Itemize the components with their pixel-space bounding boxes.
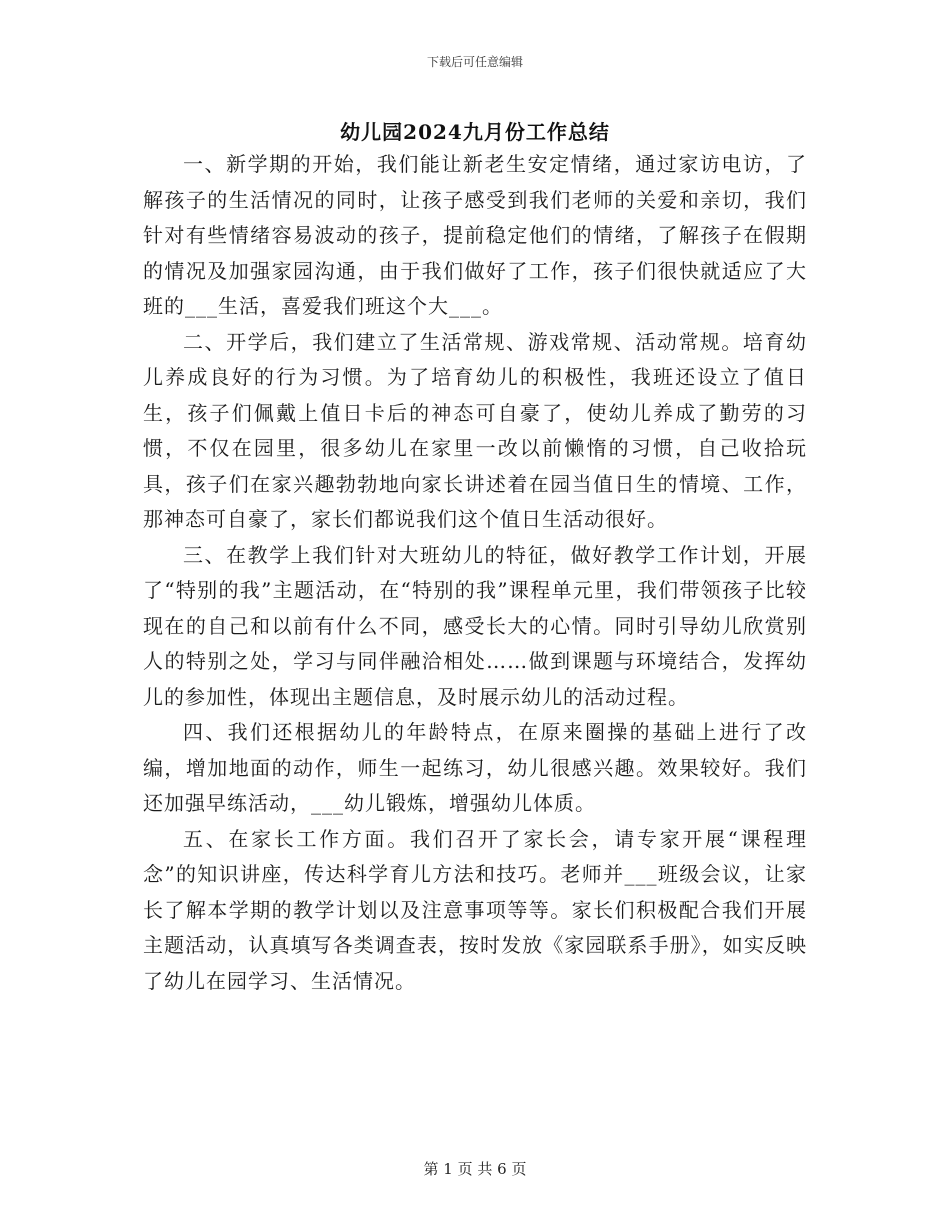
- paragraph-5: 五、在家长工作方面。我们召开了家长会，请专家开展“课程理念”的知识讲座，传达科学育儿方法和技巧。老师并___班级会议，让家长了解本学期的教学计划以及注意事项等等。家长们积极配合我们开展主题活动，认真填写各类调查表，按时发放《家园联系手册》，如实反映了幼儿在园学习、生活情况。: [143, 826, 807, 993]
- page-number-footer: 第 1 页 共 6 页: [423, 1160, 527, 1178]
- paragraph-1: 一、新学期的开始，我们能让新老生安定情绪，通过家访电访，了解孩子的生活情况的同时，让孩子感受到我们老师的关爱和亲切，我们针对有些情绪容易波动的孩子，提前稳定他们的情绪，了解孩子在假期的情况及加强家园沟通，由于我们做好了工作，孩子们很快就适应了大班的___生活，喜爱我们班这个大___。: [143, 152, 807, 318]
- paragraph-3: 三、在教学上我们针对大班幼儿的特征，做好教学工作计划，开展了“特别的我”主题活动，在“特别的我”课程单元里，我们带领孩子比较现在的自己和以前有什么不同，感受长大的心情。同时引导幼儿欣赏别人的特别之处，学习与同伴融洽相处……做到课题与环境结合，发挥幼儿的参加性，体现出主题信息，及时展示幼儿的活动过程。: [143, 542, 807, 709]
- paragraph-2: 二、开学后，我们建立了生活常规、游戏常规、活动常规。培育幼儿养成良好的行为习惯。为了培育幼儿的积极性，我班还设立了值日生，孩子们佩戴上值日卡后的神态可自豪了，使幼儿养成了勤劳的习惯，不仅在园里，很多幼儿在家里一改以前懒惰的习惯，自己收拾玩具，孩子们在家兴趣勃勃地向家长讲述着在园当值日生的情境、工作，那神态可自豪了，家长们都说我们这个值日生活动很好。: [143, 329, 807, 531]
- paragraph-4: 四、我们还根据幼儿的年龄特点，在原来圈操的基础上进行了改编，增加地面的动作，师生一起练习，幼儿很感兴趣。效果较好。我们还加强早练活动，___幼儿锻炼，增强幼儿体质。: [143, 720, 807, 815]
- document-title: 幼儿园2024九月份工作总结: [340, 120, 610, 144]
- download-editable-note: 下载后可任意编辑: [426, 55, 523, 69]
- document-body: [143, 147, 807, 999]
